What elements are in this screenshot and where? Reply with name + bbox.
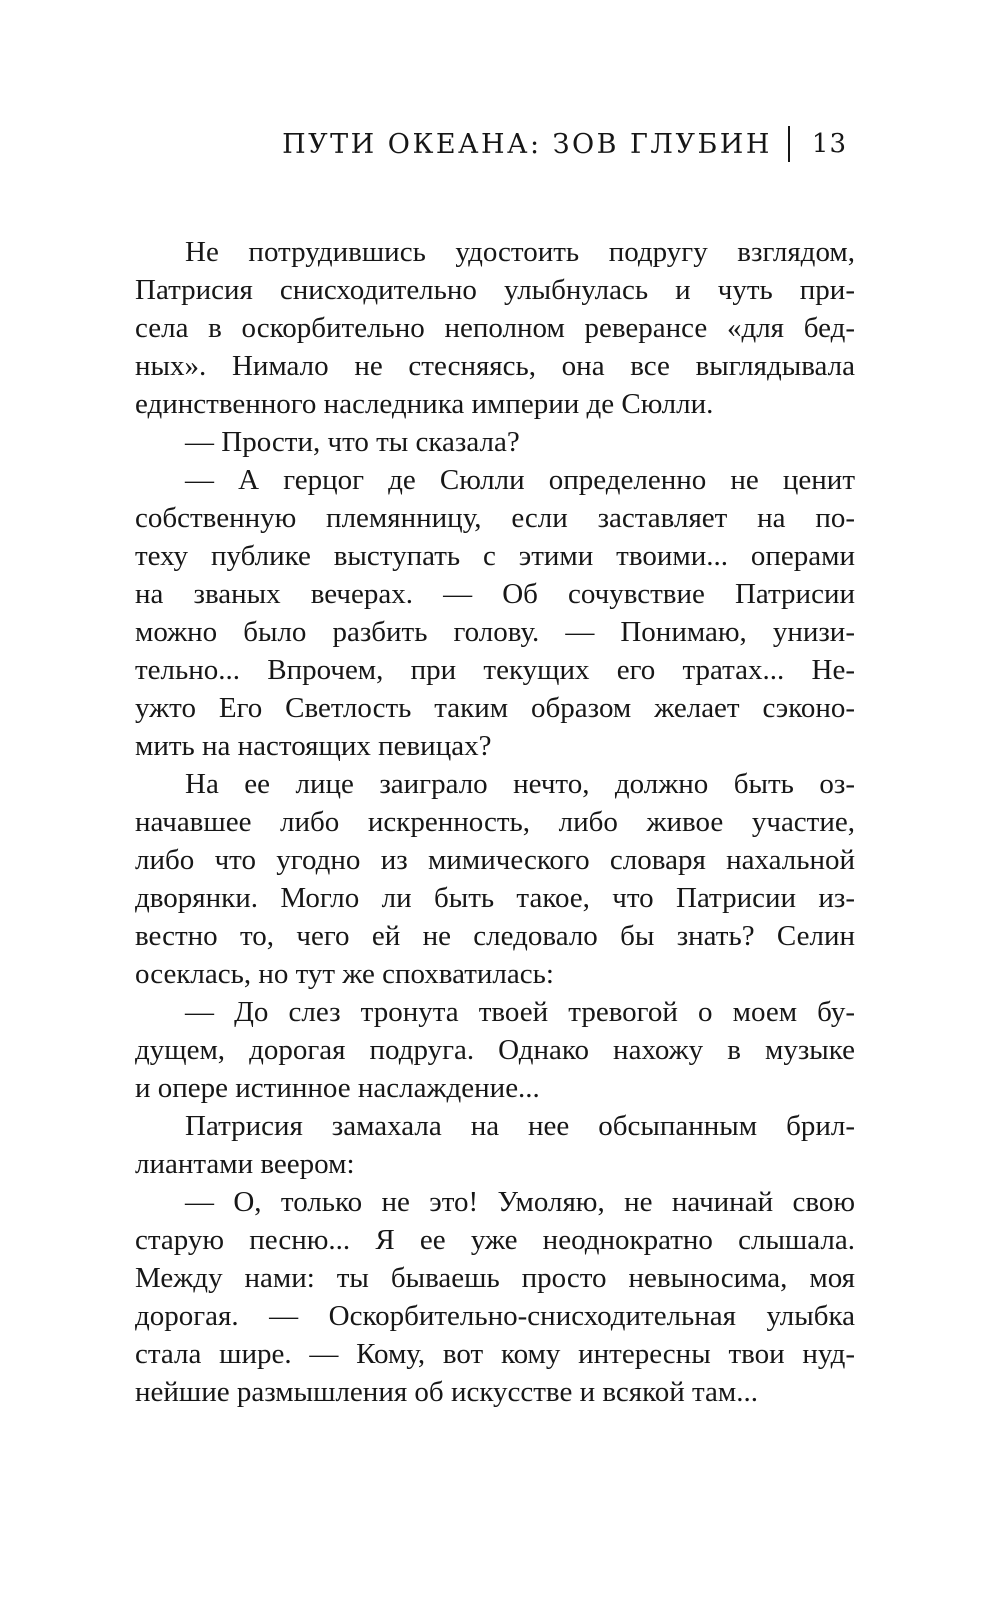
text-line: мить на настоящих певицах? <box>135 730 492 762</box>
text-line: нейшие размышления об искусстве и всякой там... <box>135 1376 758 1408</box>
text-line: ных». Нимало не стесняясь, она все выглядывала <box>135 350 855 382</box>
text-line: Между нами: ты бываешь просто невыносима, моя <box>135 1262 855 1294</box>
text-line: Не потрудившись удостоить подругу взглядом, <box>185 236 855 268</box>
paragraph <box>135 765 855 993</box>
text-line: — А герцог де Сюлли определенно не ценит <box>185 464 855 496</box>
text-line: лиантами веером: <box>135 1148 355 1180</box>
text-line: либо что угодно из мимического словаря нахальной <box>135 844 855 876</box>
text-line: Патрисия замахала на нее обсыпанным брил- <box>185 1110 855 1142</box>
book-title: ПУТИ ОКЕАНА: ЗОВ ГЛУБИН <box>282 128 772 160</box>
header-separator <box>788 126 790 162</box>
text-line: На ее лице заиграло нечто, должно быть оз- <box>185 768 855 800</box>
paragraph <box>135 1183 855 1411</box>
paragraph <box>135 461 855 765</box>
text-line: вестно то, чего ей не следовало бы знать? Селин <box>135 920 855 952</box>
text-line: — До слез тронута твоей тревогой о моем бу- <box>185 996 855 1028</box>
text-line: дворянки. Могло ли быть такое, что Патрисии из- <box>135 882 855 914</box>
text-line: осеклась, но тут же спохватилась: <box>135 958 554 990</box>
page-number: 13 <box>811 129 847 159</box>
text-line: дорогая. — Оскорбительно-снисходительная улыбка <box>135 1300 855 1332</box>
paragraph <box>135 233 855 423</box>
text-line: тельно... Впрочем, при текущих его тратах... Не- <box>135 654 855 686</box>
text-line: старую песню... Я ее уже неоднократно слышала. <box>135 1224 855 1256</box>
text-line: стала шире. — Кому, вот кому интересны твои нуд- <box>135 1338 855 1370</box>
text-line: и опере истинное наслаждение... <box>135 1072 540 1104</box>
text-line: Патрисия снисходительно улыбнулась и чуть при- <box>135 274 855 306</box>
text-line: начавшее либо искренность, либо живое участие, <box>135 806 855 838</box>
text-line: — О, только не это! Умоляю, не начинай свою <box>185 1186 855 1218</box>
paragraph <box>135 1107 855 1183</box>
text-line: теху публике выступать с этими твоими... операми <box>135 540 855 572</box>
paragraph <box>135 993 855 1107</box>
text-line: единственного наследника империи де Сюлли. <box>135 388 714 420</box>
text-line: ужто Его Светлость таким образом желает сэконо- <box>135 692 855 724</box>
text-line: — Прости, что ты сказала? <box>185 426 520 458</box>
text-line: собственную племянницу, если заставляет на по- <box>135 502 855 534</box>
text-line: дущем, дорогая подруга. Однако нахожу в музыке <box>135 1034 855 1066</box>
page-header <box>0 126 847 162</box>
paragraph <box>135 423 855 461</box>
text-line: можно было разбить голову. — Понимаю, унизи- <box>135 616 855 648</box>
text-block <box>135 233 855 1411</box>
text-line: села в оскорбительно неполном реверансе «для бед- <box>135 312 855 344</box>
text-line: на званых вечерах. — Об сочувствие Патрисии <box>135 578 855 610</box>
